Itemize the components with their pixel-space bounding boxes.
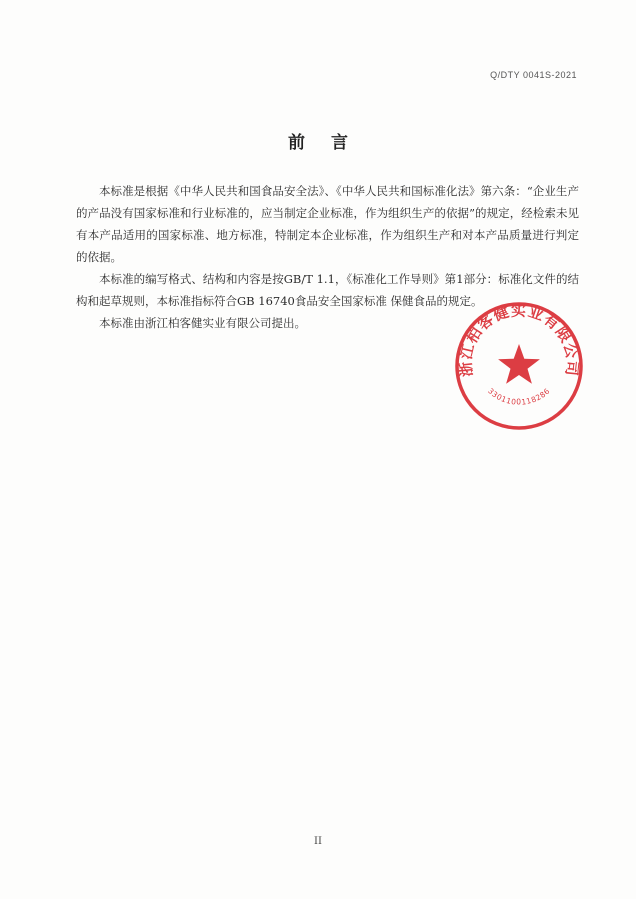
paragraph-basis: 本标准是根据《中华人民共和国食品安全法》、《中华人民共和国标准化法》第六条：“企业生产的产品没有国家标准和行业标准的，应当制定企业标准，作为组织生产的依据”的规定，经检索未见有本产品适用的国家标准、地方标准，特制定本企业标准，作为组织生产和对本产品质量进行判定的依据。: [76, 184, 579, 264]
document-code: Q/DTY 0041S-2021: [490, 70, 577, 80]
page-number: II: [314, 836, 322, 847]
seal-star-icon: [498, 344, 540, 384]
seal-registration-number-arc: 3301100118286: [486, 386, 552, 407]
seal-company-name-arc: 浙江柏客健实业有限公司: [456, 301, 582, 378]
paragraph-format: 本标准的编写格式、结构和内容是按GB/T 1.1，《标准化工作导则》第1部分：标准化文件的结构和起草规则，本标准指标符合GB 16740食品安全国家标准 保健食品的规定。: [76, 272, 579, 308]
company-seal-stamp: [453, 300, 585, 432]
paragraph-proposer: 本标准由浙江柏客健实业有限公司提出。: [99, 316, 306, 330]
section-title: 前言: [288, 133, 374, 153]
